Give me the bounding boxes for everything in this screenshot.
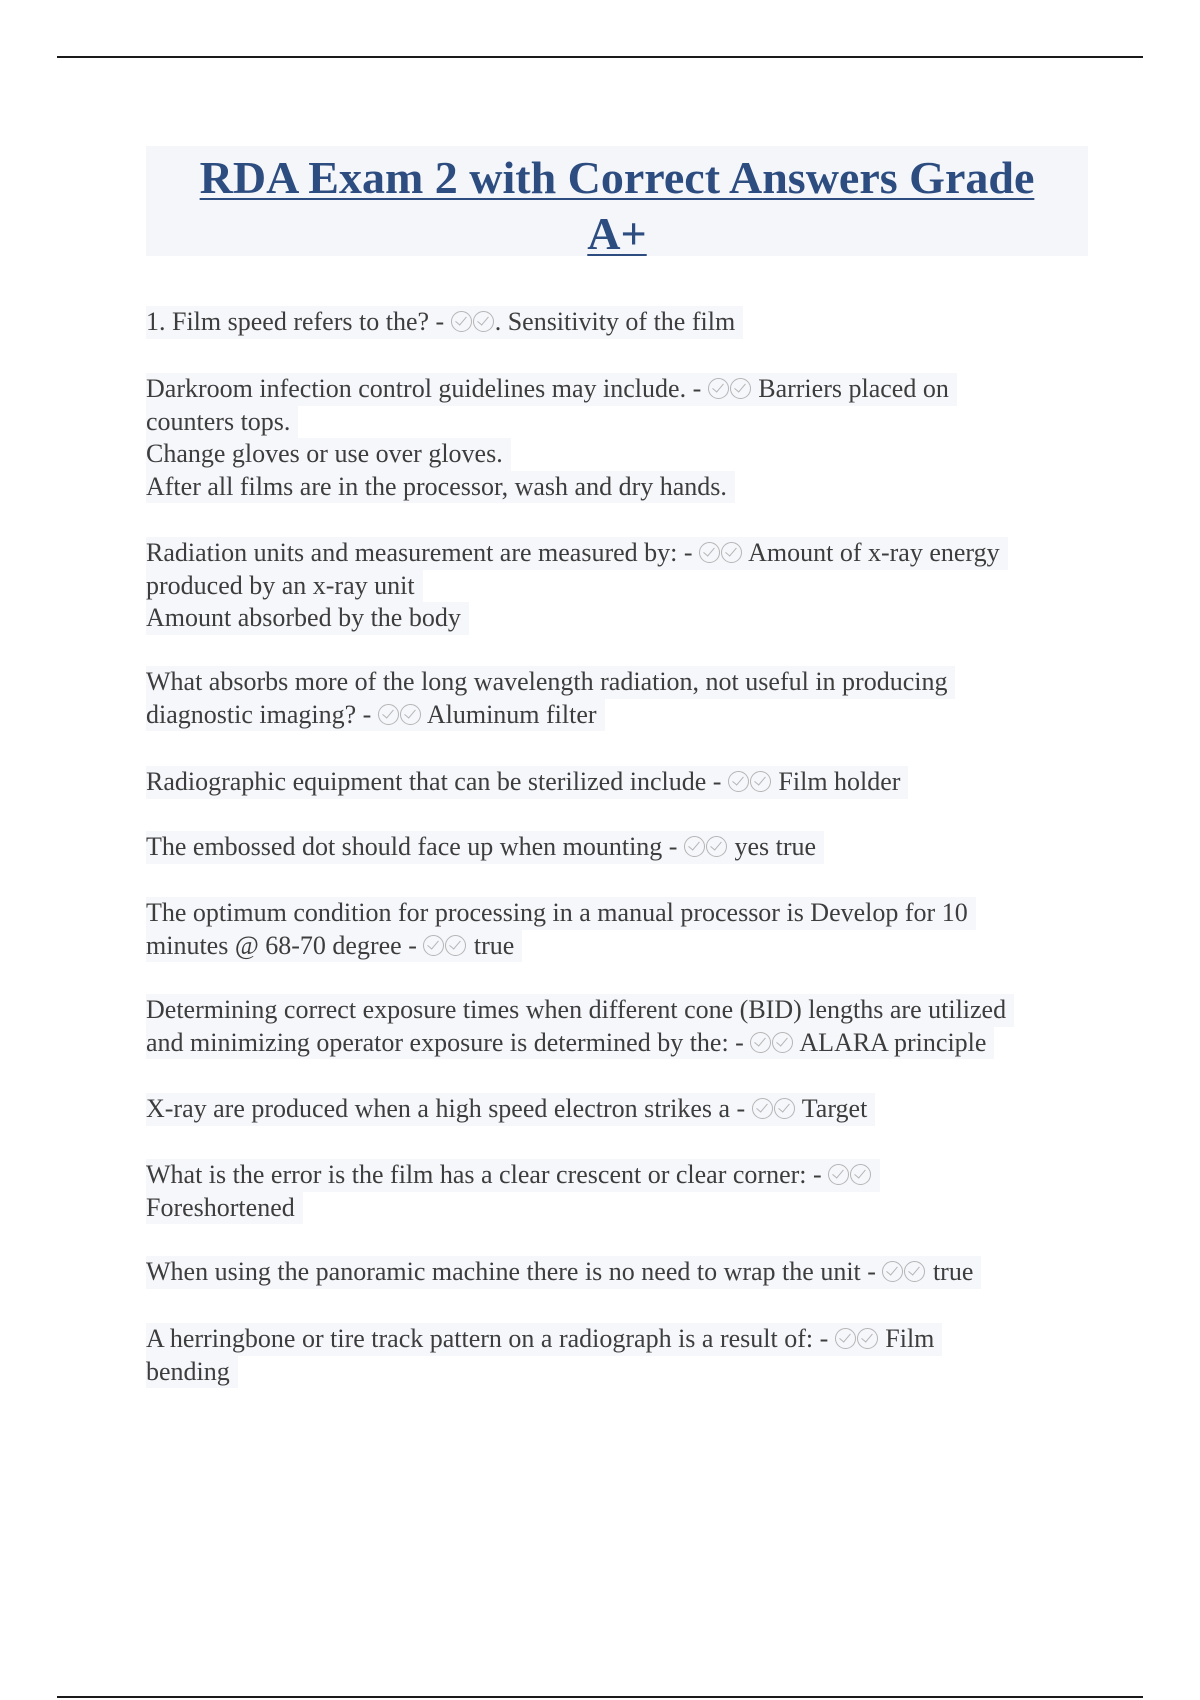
qa-line-text [146,1093,875,1126]
qa-line-text [146,373,957,406]
qa-line [146,666,955,699]
qa-item [146,831,824,864]
qa-answer: ALARA principle [794,1027,987,1057]
check-circle-icon [750,1032,771,1053]
qa-text: The embossed dot should face up when mounting - [146,832,684,861]
qa-text: minutes @ 68-70 degree - [146,930,424,960]
top-rule [57,56,1143,58]
qa-answer: true [467,930,515,960]
qa-text: What is the error is the film has a clear crescent or clear corner: - [146,1160,829,1189]
qa-line [146,1093,875,1126]
check-circle-icon [774,1098,795,1119]
qa-line-text [146,1256,981,1289]
qa-line [146,699,955,732]
check-circle-icon [423,935,444,956]
qa-line-text [146,831,824,864]
qa-text: produced by an x-ray unit [146,570,415,600]
qa-text: A herringbone or tire track pattern on a radiograph is a result of: - [146,1324,835,1353]
qa-line [146,897,976,930]
qa-line-text [146,666,955,699]
check-circle-icon [699,542,720,563]
qa-text: and minimizing operator exposure is determined by the: - [146,1027,751,1057]
qa-line-text [146,699,605,732]
qa-line-text [146,1192,303,1225]
qa-item [146,1256,981,1289]
qa-answer: yes true [727,832,817,861]
check-circle-icon [904,1261,925,1282]
qa-item [146,537,1008,635]
qa-text: When using the panoramic machine there is no need to wrap the unit - [146,1257,883,1286]
qa-line [146,1159,880,1192]
check-circle-icon [721,542,742,563]
qa-answer: Amount of x-ray energy [743,538,1000,567]
qa-text: bending [146,1356,230,1386]
title-block [146,146,1088,259]
qa-item [146,373,957,503]
qa-text: Change gloves or use over gloves. [146,439,503,468]
qa-line [146,766,908,799]
qa-text: Amount absorbed by the body [146,603,461,632]
qa-text: After all films are in the processor, wash and dry hands. [146,471,727,501]
qa-answer: Target [795,1094,868,1123]
qa-text: Foreshortened [146,1192,295,1222]
check-circle-icon [706,836,727,857]
qa-line [146,1027,1014,1060]
qa-line-text [146,1323,942,1356]
qa-text: What absorbs more of the long wavelength radiation, not useful in producing [146,667,948,696]
qa-line-text [146,994,1014,1027]
qa-line [146,471,957,504]
check-circle-icon [730,378,751,399]
check-circle-icon [378,704,399,725]
qa-line-text [146,766,908,799]
page-title [146,146,1088,262]
qa-line [146,306,743,339]
check-circle-icon [684,836,705,857]
check-circle-icon [882,1261,903,1282]
check-circle-icon [752,1098,773,1119]
qa-answer: . Sensitivity of the film [494,307,736,336]
check-circle-icon [708,378,729,399]
check-circle-icon [445,935,466,956]
qa-line [146,373,957,406]
check-circle-icon [850,1164,871,1185]
qa-line [146,602,1008,635]
qa-line [146,994,1014,1027]
qa-text: counters tops. [146,406,291,436]
qa-line [146,406,957,439]
qa-line [146,570,1008,603]
qa-answer: true [926,1257,974,1286]
qa-text: The optimum condition for processing in a manual processor is Develop for 10 [146,898,968,927]
qa-text: X-ray are produced when a high speed electron strikes a - [146,1094,752,1123]
qa-item [146,1159,880,1224]
qa-item [146,306,743,339]
qa-item [146,1323,942,1388]
qa-text: Radiation units and measurement are measured by: - [146,538,700,567]
qa-line-text [146,406,298,439]
qa-line-text [146,438,511,471]
bottom-rule [57,1696,1143,1698]
qa-answer: Barriers placed on [751,374,949,403]
qa-line-text [146,1027,994,1060]
check-circle-icon [828,1164,849,1185]
qa-answer: Film [878,1324,935,1353]
qa-line-text [146,306,743,339]
qa-answer: Aluminum filter [421,699,597,729]
qa-line [146,1192,880,1225]
qa-text: Radiographic equipment that can be sterilized include - [146,767,728,796]
qa-text: diagnostic imaging? - [146,699,378,729]
qa-line [146,831,824,864]
qa-item [146,994,1014,1059]
check-circle-icon [857,1328,878,1349]
check-circle-icon [772,1032,793,1053]
qa-line [146,930,976,963]
qa-line [146,438,957,471]
qa-item [146,897,976,962]
qa-text: Darkroom infection control guidelines may include. - [146,374,708,403]
qa-line [146,1256,981,1289]
qa-line [146,537,1008,570]
qa-line [146,1323,942,1356]
qa-line-text [146,1356,238,1389]
title-line-1: RDA Exam 2 with Correct Answers Grade [199,152,1035,203]
qa-line-text [146,602,469,635]
check-circle-icon [835,1328,856,1349]
qa-item [146,666,955,731]
check-circle-icon [728,771,749,792]
qa-line [146,1356,942,1389]
qa-line-text [146,471,735,504]
qa-line-text [146,897,976,930]
qa-line-text [146,537,1008,570]
qa-answer: Film holder [771,767,901,796]
check-circle-icon [473,311,494,332]
qa-item [146,766,908,799]
qa-line-text [146,930,522,963]
qa-line-text [146,1159,880,1192]
qa-item [146,1093,875,1126]
qa-line-text [146,570,423,603]
check-circle-icon [400,704,421,725]
qa-text: 1. Film speed refers to the? - [146,307,451,336]
check-circle-icon [451,311,472,332]
check-circle-icon [750,771,771,792]
qa-text: Determining correct exposure times when different cone (BID) lengths are utilized [146,995,1007,1024]
title-line-2: A+ [587,208,647,259]
